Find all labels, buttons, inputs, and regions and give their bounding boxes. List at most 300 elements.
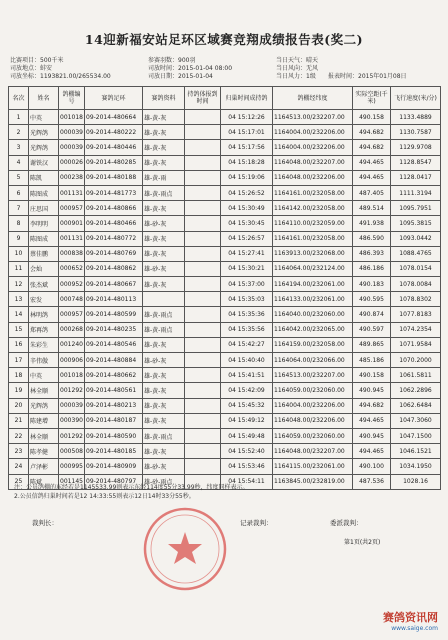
cell-report-time — [185, 125, 221, 140]
cell-loft-id: 000039 — [59, 125, 85, 140]
cell-arrival-time: 04 15:19:06 — [221, 170, 273, 185]
cell-loft-id: 000268 — [59, 322, 85, 337]
cell-report-time — [185, 277, 221, 292]
entry-count: 参赛羽数：900羽 — [148, 57, 196, 64]
cell-distance: 490.945 — [353, 428, 391, 443]
results-table — [8, 86, 441, 490]
cell-arrival-time: 04 15:30:49 — [221, 201, 273, 216]
cell-speed: 1028.16 — [391, 474, 441, 489]
cell-loft-id: 000390 — [59, 413, 85, 428]
cell-name: 中英 — [29, 368, 59, 383]
cell-distance: 490.595 — [353, 292, 391, 307]
cell-arrival-time: 04 15:49:12 — [221, 413, 273, 428]
cell-coords: 1164048.00/232206.00 — [273, 413, 353, 428]
cell-loft-id: 000838 — [59, 246, 85, 261]
cell-pigeon-info: 雄-黄-灰 — [143, 155, 185, 170]
cell-rank: 3 — [9, 140, 29, 155]
cell-loft-id: 001018 — [59, 110, 85, 125]
cell-rank: 25 — [9, 474, 29, 489]
weather: 当日天气：晴天 — [276, 57, 319, 64]
cell-loft-id: 001292 — [59, 428, 85, 443]
cell-loft-id: 000995 — [59, 459, 85, 474]
cell-name: 光辉鸽 — [29, 140, 59, 155]
cell-arrival-time: 04 15:54:11 — [221, 474, 273, 489]
cell-distance: 490.945 — [353, 383, 391, 398]
cell-loft-id: 000957 — [59, 307, 85, 322]
cell-coords: 1164040.00/232060.00 — [273, 307, 353, 322]
cell-speed: 1128.0417 — [391, 170, 441, 185]
cell-distance: 494.682 — [353, 398, 391, 413]
meta-block — [10, 55, 440, 79]
cell-speed: 1095.3815 — [391, 216, 441, 231]
cell-coords: 1163913.00/232068.00 — [273, 246, 353, 261]
cell-name: 宏发 — [29, 292, 59, 307]
cell-coords: 1164513.00/232207.00 — [273, 110, 353, 125]
cell-coords: 1164161.00/232058.00 — [273, 231, 353, 246]
cell-name: 林明鸽 — [29, 307, 59, 322]
cell-speed: 1062.6484 — [391, 398, 441, 413]
cell-distance: 494.682 — [353, 125, 391, 140]
header-ring: 赛鸽足环 — [85, 87, 143, 110]
committee-label: 委派裁判： — [330, 519, 363, 527]
cell-ring: 09-2014-480662 — [85, 368, 143, 383]
table-row — [9, 216, 441, 231]
cell-distance: 490.597 — [353, 322, 391, 337]
table-row — [9, 125, 441, 140]
race-distance: 比赛项目：500千米 — [10, 57, 64, 64]
cell-rank: 13 — [9, 292, 29, 307]
cell-distance: 490.158 — [353, 368, 391, 383]
cell-rank: 20 — [9, 398, 29, 413]
cell-ring: 09-2014-480187 — [85, 413, 143, 428]
cell-speed: 1129.9708 — [391, 140, 441, 155]
cell-report-time — [185, 337, 221, 352]
cell-report-time — [185, 261, 221, 276]
cell-ring: 09-2014-480185 — [85, 444, 143, 459]
cell-report-time — [185, 413, 221, 428]
cell-speed: 1047.3060 — [391, 413, 441, 428]
cell-arrival-time: 04 15:35:36 — [221, 307, 273, 322]
cell-speed: 1078.0084 — [391, 277, 441, 292]
cell-ring: 09-2014-480213 — [85, 398, 143, 413]
cell-pigeon-info: 雄-黄-雨点 — [143, 322, 185, 337]
release-date: 司放日期：2015-01-04 — [148, 73, 213, 80]
release-coords: 司放坐标：1193821.00/265534.00 — [10, 73, 111, 80]
cell-coords: 1164059.00/232060.00 — [273, 383, 353, 398]
watermark-url: www.saige.com — [391, 625, 438, 632]
footer-note-2: 2.公员信鸽归巢时间若是12 14:33:55则表示12日14时33分55秒。 — [14, 493, 195, 500]
watermark — [383, 609, 438, 632]
cell-ring: 09-2014-480667 — [85, 277, 143, 292]
cell-ring: 09-2014-480590 — [85, 428, 143, 443]
cell-coords: 1164048.00/232207.00 — [273, 444, 353, 459]
cell-ring: 09-2014-480866 — [85, 201, 143, 216]
header-arrival-time: 归巢时间成持鸽 — [221, 87, 273, 110]
cell-report-time — [185, 292, 221, 307]
cell-loft-id: 001145 — [59, 474, 85, 489]
cell-distance: 486.393 — [353, 246, 391, 261]
cell-ring: 09-2014-480113 — [85, 292, 143, 307]
cell-name: 陈孝健 — [29, 444, 59, 459]
cell-pigeon-info: 雄-黄-灰 — [143, 201, 185, 216]
cell-coords: 1164064.00/232124.00 — [273, 261, 353, 276]
cell-distance: 490.158 — [353, 110, 391, 125]
cell-name: 辛伟傲 — [29, 353, 59, 368]
cell-arrival-time: 04 15:35:03 — [221, 292, 273, 307]
header-pigeon-info: 赛鸽资料 — [143, 87, 185, 110]
cell-loft-id: 001240 — [59, 337, 85, 352]
cell-coords: 1164064.00/232066.00 — [273, 353, 353, 368]
cell-speed: 1070.2000 — [391, 353, 441, 368]
cell-distance: 494.465 — [353, 413, 391, 428]
cell-ring: 09-2014-480446 — [85, 140, 143, 155]
cell-report-time — [185, 398, 221, 413]
cell-coords: 1163845.00/232819.00 — [273, 474, 353, 489]
table-row — [9, 459, 441, 474]
cell-rank: 17 — [9, 353, 29, 368]
cell-pigeon-info: 雄-黄-灰 — [143, 277, 185, 292]
cell-name: 会灿 — [29, 261, 59, 276]
cell-report-time — [185, 353, 221, 368]
header-distance: 实际空距(千米) — [353, 87, 391, 110]
cell-loft-id: 000652 — [59, 261, 85, 276]
cell-ring: 09-2014-480235 — [85, 322, 143, 337]
cell-speed: 1088.4765 — [391, 246, 441, 261]
cell-distance: 489.514 — [353, 201, 391, 216]
cell-arrival-time: 04 15:41:51 — [221, 368, 273, 383]
table-row — [9, 246, 441, 261]
cell-ring: 09-2014-480664 — [85, 110, 143, 125]
cell-pigeon-info: 雄-黄-灰 — [143, 140, 185, 155]
wind-force: 当日风力：1级 — [276, 73, 316, 80]
cell-arrival-time: 04 15:30:21 — [221, 261, 273, 276]
cell-report-time — [185, 155, 221, 170]
table-row — [9, 398, 441, 413]
cell-speed: 1078.8302 — [391, 292, 441, 307]
cell-arrival-time: 04 15:26:52 — [221, 185, 273, 200]
cell-pigeon-info: 雄-黄-灰 — [143, 413, 185, 428]
recorder-label: 记录裁判： — [240, 519, 273, 527]
cell-report-time — [185, 140, 221, 155]
cell-report-time — [185, 110, 221, 125]
cell-distance: 486.186 — [353, 261, 391, 276]
table-row — [9, 383, 441, 398]
cell-report-time — [185, 185, 221, 200]
cell-arrival-time: 04 15:49:48 — [221, 428, 273, 443]
cell-rank: 22 — [9, 428, 29, 443]
cell-distance: 486.590 — [353, 231, 391, 246]
header-report-time: 持鸽体报到时间 — [185, 87, 221, 110]
cell-pigeon-info: 雄-黄-雨 — [143, 170, 185, 185]
cell-pigeon-info: 雄-砂-灰 — [143, 261, 185, 276]
cell-coords: 1164004.00/232206.00 — [273, 125, 353, 140]
cell-name: 林全顺 — [29, 428, 59, 443]
cell-ring: 09-2014-481773 — [85, 185, 143, 200]
cell-loft-id: 000952 — [59, 277, 85, 292]
cell-name: 陈图成 — [29, 231, 59, 246]
cell-coords: 1164194.00/232061.00 — [273, 277, 353, 292]
cell-name: 陈斌 — [29, 474, 59, 489]
cell-name: 谢铁汉 — [29, 155, 59, 170]
cell-rank: 19 — [9, 383, 29, 398]
cell-speed: 1133.4889 — [391, 110, 441, 125]
release-time: 司放时间：2015-01-04 08:00 — [148, 65, 233, 72]
table-row — [9, 110, 441, 125]
cell-pigeon-info: 雄-黄-灰 — [143, 398, 185, 413]
page-number: 第1页(共2页) — [344, 539, 381, 546]
cell-arrival-time: 04 15:40:40 — [221, 353, 273, 368]
cell-loft-id: 000901 — [59, 216, 85, 231]
cell-rank: 8 — [9, 216, 29, 231]
cell-report-time — [185, 459, 221, 474]
cell-distance: 490.100 — [353, 459, 391, 474]
cell-ring: 09-2014-480884 — [85, 353, 143, 368]
table-row — [9, 140, 441, 155]
table-row — [9, 337, 441, 352]
cell-arrival-time: 04 15:37:00 — [221, 277, 273, 292]
cell-loft-id: 001292 — [59, 383, 85, 398]
cell-rank: 15 — [9, 322, 29, 337]
table-row — [9, 307, 441, 322]
cell-report-time — [185, 368, 221, 383]
cell-loft-id: 000508 — [59, 444, 85, 459]
cell-loft-id: 000238 — [59, 170, 85, 185]
cell-rank: 24 — [9, 459, 29, 474]
cell-rank: 18 — [9, 368, 29, 383]
cell-arrival-time: 04 15:52:40 — [221, 444, 273, 459]
cell-distance: 490.183 — [353, 277, 391, 292]
cell-ring: 09-2014-480285 — [85, 155, 143, 170]
cell-speed: 1095.7951 — [391, 201, 441, 216]
header-loft-id: 鸽棚编号 — [59, 87, 85, 110]
cell-pigeon-info: 雄-黄-灰 — [143, 125, 185, 140]
cell-distance: 485.186 — [353, 353, 391, 368]
table-header-row — [9, 87, 441, 110]
cell-speed: 1061.5811 — [391, 368, 441, 383]
cell-pigeon-info: 雄-黄-灰 — [143, 383, 185, 398]
cell-coords: 1164161.00/232058.00 — [273, 185, 353, 200]
table-row — [9, 277, 441, 292]
table-row — [9, 413, 441, 428]
cell-speed: 1078.0154 — [391, 261, 441, 276]
cell-distance: 491.938 — [353, 216, 391, 231]
cell-rank: 1 — [9, 110, 29, 125]
cell-report-time — [185, 428, 221, 443]
header-name: 姓名 — [29, 87, 59, 110]
cell-arrival-time: 04 15:27:41 — [221, 246, 273, 261]
cell-speed: 1046.1521 — [391, 444, 441, 459]
cell-distance: 490.874 — [353, 307, 391, 322]
cell-rank: 6 — [9, 185, 29, 200]
cell-rank: 4 — [9, 155, 29, 170]
table-row — [9, 261, 441, 276]
cell-pigeon-info: 雄-黄-灰 — [143, 368, 185, 383]
cell-pigeon-info: 雄-砂-雨点 — [143, 474, 185, 489]
cell-speed: 1074.2354 — [391, 322, 441, 337]
cell-report-time — [185, 216, 221, 231]
cell-name: 陈凯 — [29, 170, 59, 185]
referee-label: 裁判长： — [32, 519, 58, 527]
cell-speed: 1093.0442 — [391, 231, 441, 246]
cell-coords: 1164004.00/232206.00 — [273, 140, 353, 155]
cell-pigeon-info: 雄-砂-灰 — [143, 216, 185, 231]
cell-ring: 09-2014-480188 — [85, 170, 143, 185]
cell-report-time — [185, 444, 221, 459]
cell-pigeon-info — [143, 292, 185, 307]
cell-loft-id: 000957 — [59, 201, 85, 216]
cell-name: 陈图成 — [29, 185, 59, 200]
footer-note-1: 注：公员鸽棚的东经若是1145533.99则表示东经114度55分33.99秒，纬度同样表示。 — [14, 484, 249, 491]
cell-name: 陈建增 — [29, 413, 59, 428]
cell-speed: 1128.8547 — [391, 155, 441, 170]
cell-loft-id: 000039 — [59, 398, 85, 413]
cell-arrival-time: 04 15:42:09 — [221, 383, 273, 398]
cell-ring: 09-2014-480862 — [85, 261, 143, 276]
cell-arrival-time: 04 15:17:01 — [221, 125, 273, 140]
cell-rank: 14 — [9, 307, 29, 322]
cell-speed: 1034.1950 — [391, 459, 441, 474]
wind-direction: 当日风向：无风 — [276, 65, 319, 72]
table-row — [9, 170, 441, 185]
cell-pigeon-info: 雄-黄-雨点 — [143, 185, 185, 200]
cell-distance: 494.465 — [353, 170, 391, 185]
cell-speed: 1047.1500 — [391, 428, 441, 443]
cell-coords: 1164133.00/232061.00 — [273, 292, 353, 307]
cell-speed: 1111.3194 — [391, 185, 441, 200]
cell-distance: 489.865 — [353, 337, 391, 352]
release-location: 司放地点：蚌安 — [10, 65, 53, 72]
cell-coords: 1164142.00/232058.00 — [273, 201, 353, 216]
cell-distance: 494.465 — [353, 155, 391, 170]
cell-coords: 1164110.00/232059.00 — [273, 216, 353, 231]
cell-coords: 1164159.00/232058.00 — [273, 337, 353, 352]
cell-report-time — [185, 246, 221, 261]
cell-ring: 09-2014-480222 — [85, 125, 143, 140]
header-rank: 名次 — [9, 87, 29, 110]
cell-loft-id: 000026 — [59, 155, 85, 170]
cell-rank: 11 — [9, 261, 29, 276]
report-title: 14迎新福安站足环区域赛竞翔成绩报告表(奖二) — [84, 32, 364, 47]
cell-distance: 487.405 — [353, 185, 391, 200]
cell-ring: 09-2014-480466 — [85, 216, 143, 231]
cell-loft-id: 001131 — [59, 185, 85, 200]
header-speed: 飞行速度(米/分) — [391, 87, 441, 110]
cell-name: 林全顺 — [29, 383, 59, 398]
cell-rank: 12 — [9, 277, 29, 292]
cell-name: 庄思国 — [29, 201, 59, 216]
cell-speed: 1130.7587 — [391, 125, 441, 140]
cell-distance: 487.536 — [353, 474, 391, 489]
cell-arrival-time: 04 15:45:32 — [221, 398, 273, 413]
cell-report-time — [185, 170, 221, 185]
cell-distance: 494.465 — [353, 444, 391, 459]
cell-loft-id: 000748 — [59, 292, 85, 307]
cell-name: 蔡佳鹏 — [29, 246, 59, 261]
cell-name: 光辉鸽 — [29, 398, 59, 413]
table-row — [9, 444, 441, 459]
cell-coords: 1164115.00/232061.00 — [273, 459, 353, 474]
cell-coords: 1164059.00/232060.00 — [273, 428, 353, 443]
cell-ring: 09-2014-480546 — [85, 337, 143, 352]
cell-loft-id: 001018 — [59, 368, 85, 383]
cell-arrival-time: 04 15:30:45 — [221, 216, 273, 231]
cell-speed: 1062.2896 — [391, 383, 441, 398]
cell-pigeon-info: 雄-砂-灰 — [143, 353, 185, 368]
cell-pigeon-info: 雄-黄-雨点 — [143, 428, 185, 443]
cell-loft-id: 001131 — [59, 231, 85, 246]
cell-pigeon-info: 雄-黄-灰 — [143, 444, 185, 459]
cell-arrival-time: 04 15:42:27 — [221, 337, 273, 352]
cell-arrival-time: 04 15:18:28 — [221, 155, 273, 170]
table-row — [9, 155, 441, 170]
cell-pigeon-info: 雄-黄-灰 — [143, 231, 185, 246]
cell-ring: 09-2014-480561 — [85, 383, 143, 398]
cell-name: 张杰斌 — [29, 277, 59, 292]
cell-pigeon-info: 雄-黄-灰 — [143, 246, 185, 261]
table-row — [9, 231, 441, 246]
cell-pigeon-info: 雄-砂-灰 — [143, 459, 185, 474]
table-row — [9, 185, 441, 200]
cell-arrival-time: 04 15:12:26 — [221, 110, 273, 125]
cell-name: 光辉鸽 — [29, 125, 59, 140]
cell-rank: 2 — [9, 125, 29, 140]
cell-name: 卢泽彬 — [29, 459, 59, 474]
cell-ring: 09-2014-480769 — [85, 246, 143, 261]
cell-arrival-time: 04 15:17:56 — [221, 140, 273, 155]
cell-loft-id: 000906 — [59, 353, 85, 368]
cell-arrival-time: 04 15:26:57 — [221, 231, 273, 246]
cell-pigeon-info: 雄-黄-雨点 — [143, 307, 185, 322]
report-time: 报表时间：2015年01月08日 — [328, 73, 407, 80]
cell-coords: 1164513.00/232207.00 — [273, 368, 353, 383]
cell-coords: 1164048.00/232207.00 — [273, 155, 353, 170]
cell-name: 郑再鸽 — [29, 322, 59, 337]
cell-ring: 09-2014-480772 — [85, 231, 143, 246]
cell-pigeon-info: 雄-黄-灰 — [143, 110, 185, 125]
cell-name: 朱彩生 — [29, 337, 59, 352]
cell-rank: 9 — [9, 231, 29, 246]
cell-rank: 7 — [9, 201, 29, 216]
cell-report-time — [185, 307, 221, 322]
watermark-brand: 赛鸽资讯网 — [383, 611, 438, 624]
cell-name: 李明明 — [29, 216, 59, 231]
cell-coords: 1164048.00/232206.00 — [273, 170, 353, 185]
cell-report-time — [185, 383, 221, 398]
cell-rank: 10 — [9, 246, 29, 261]
table-row — [9, 353, 441, 368]
cell-pigeon-info: 雄-黄-灰 — [143, 337, 185, 352]
cell-rank: 5 — [9, 170, 29, 185]
table-row — [9, 322, 441, 337]
cell-report-time — [185, 201, 221, 216]
cell-ring: 09-2014-480909 — [85, 459, 143, 474]
cell-report-time — [185, 322, 221, 337]
cell-report-time — [185, 231, 221, 246]
cell-loft-id: 000039 — [59, 140, 85, 155]
table-row — [9, 428, 441, 443]
cell-arrival-time: 04 15:53:46 — [221, 459, 273, 474]
cell-ring: 09-2014-480797 — [85, 474, 143, 489]
cell-name: 中英 — [29, 110, 59, 125]
header-coords: 鸽棚经纬度 — [273, 87, 353, 110]
cell-ring: 09-2014-480599 — [85, 307, 143, 322]
table-row — [9, 201, 441, 216]
cell-speed: 1077.8183 — [391, 307, 441, 322]
cell-coords: 1164004.00/232206.00 — [273, 398, 353, 413]
cell-distance: 494.682 — [353, 140, 391, 155]
official-seal — [142, 506, 228, 592]
cell-rank: 21 — [9, 413, 29, 428]
